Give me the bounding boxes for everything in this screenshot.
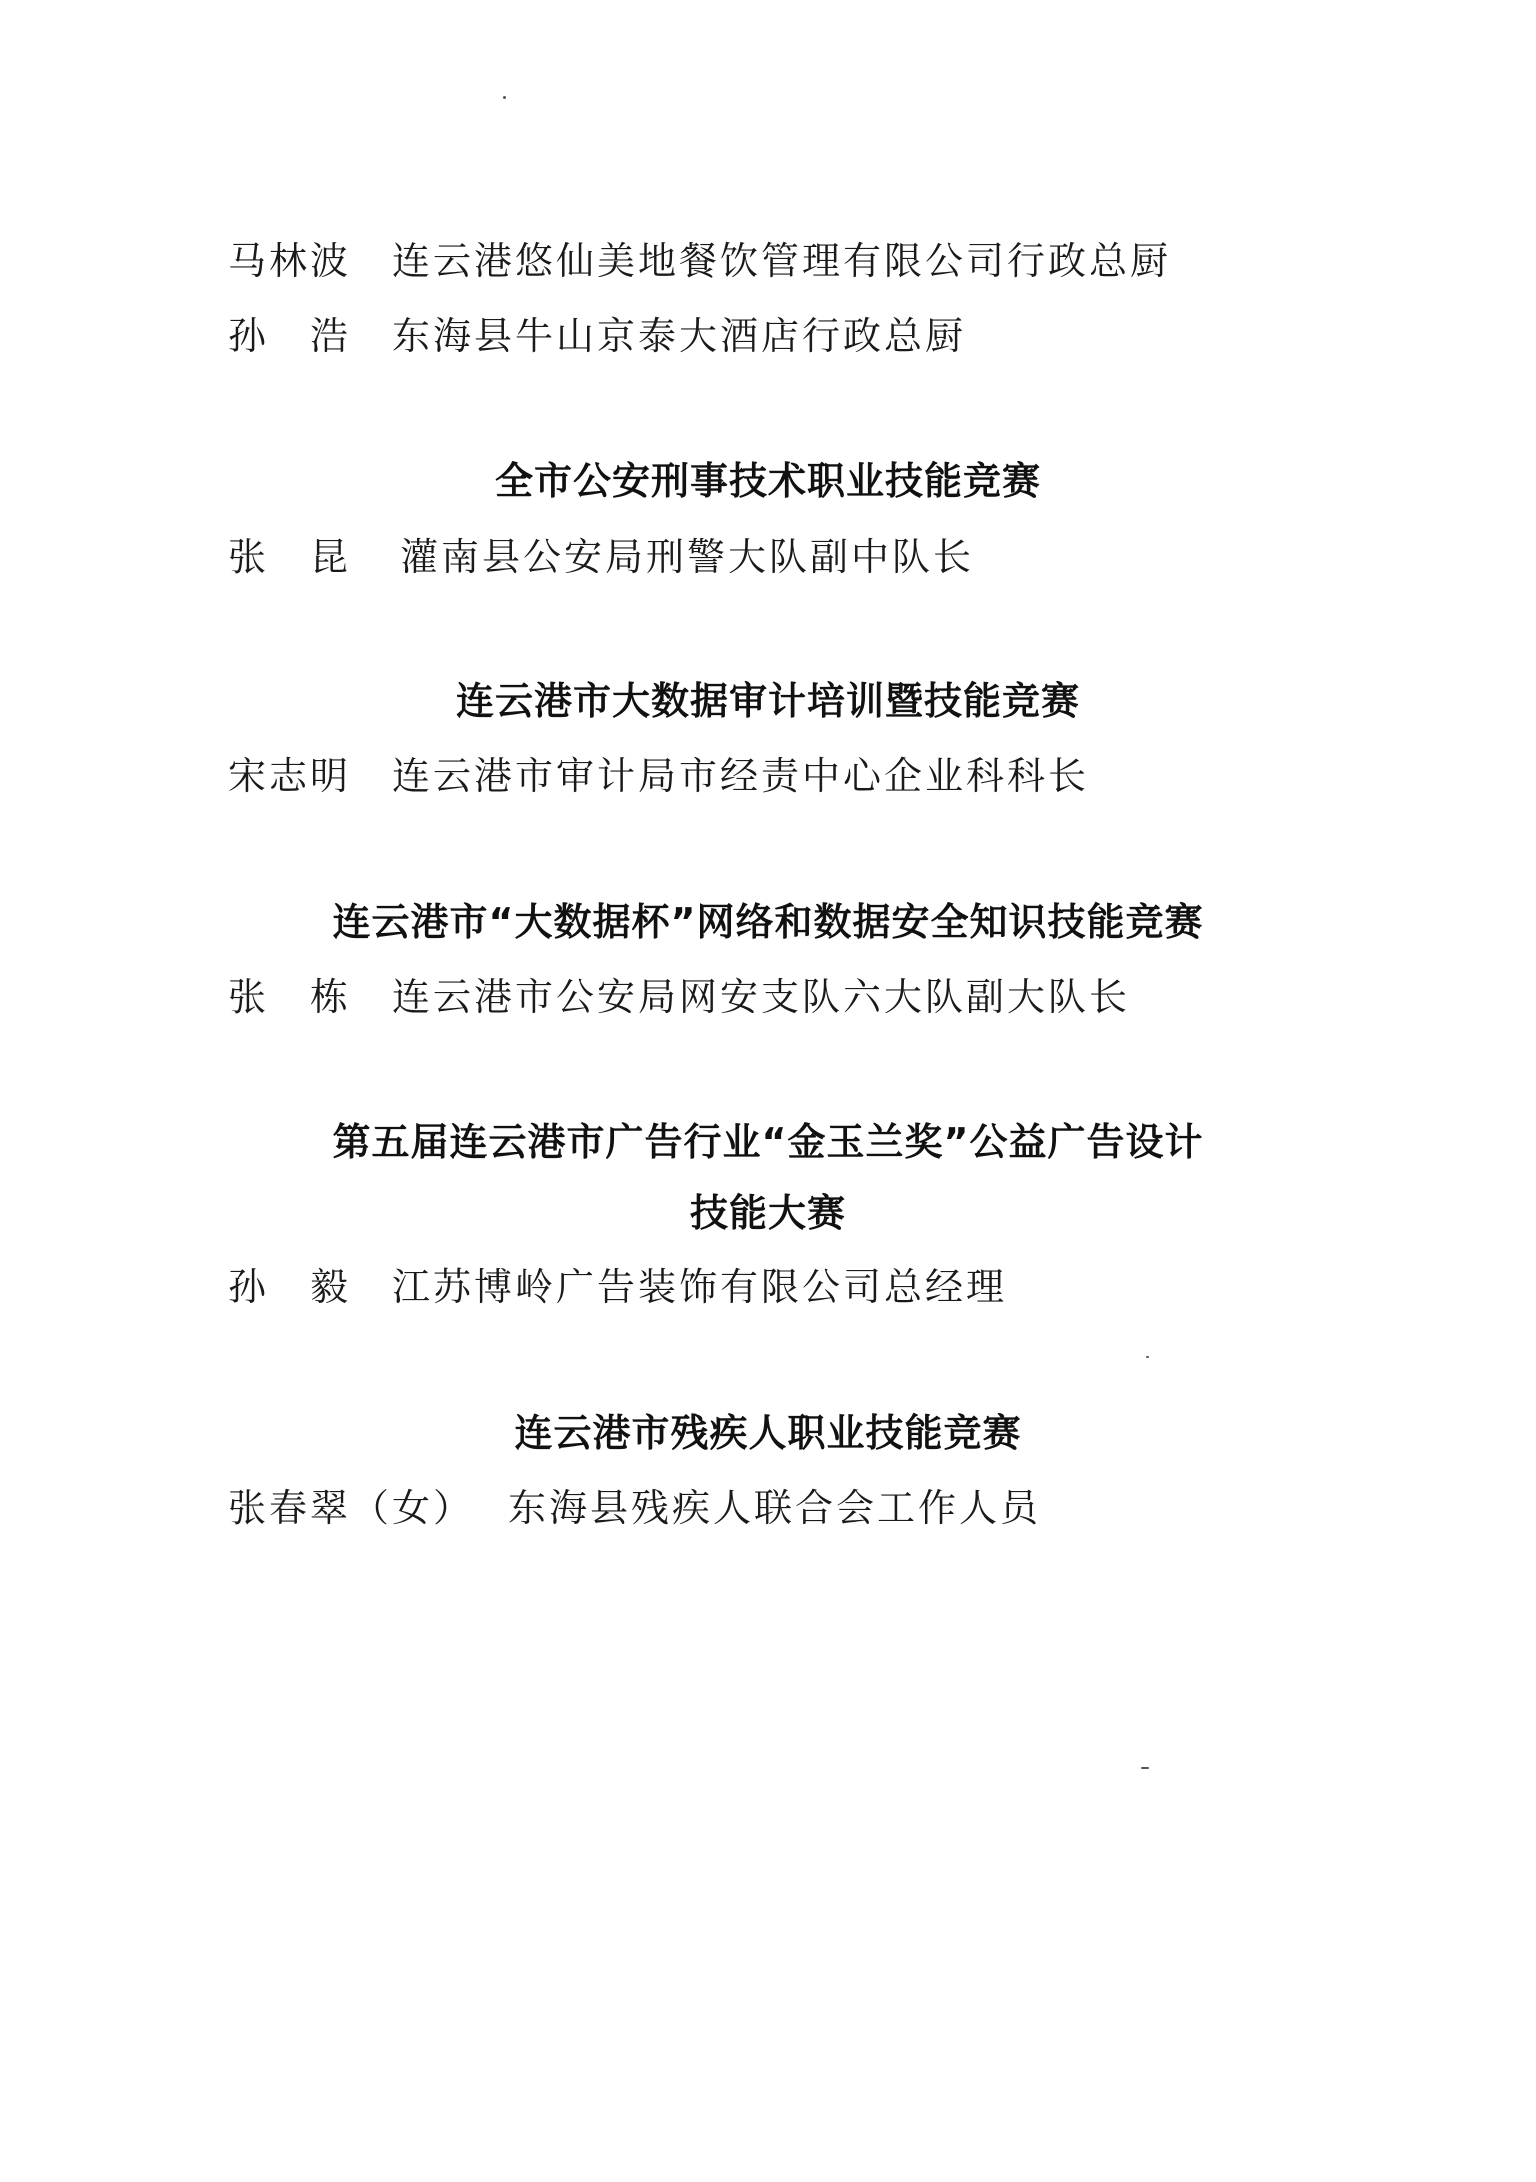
list-item	[228, 311, 966, 361]
section-title: 第五届连云港市广告行业“金玉兰奖”公益广告设计	[332, 1120, 1204, 1164]
scan-speck	[503, 96, 506, 99]
person-organization: 连云港悠仙美地餐饮管理有限公司行政总厨	[392, 239, 1172, 283]
section-title: 全市公安刑事技术职业技能竞赛	[494, 459, 1041, 503]
person-organization: 灌南县公安局刑警大队副中队长	[400, 535, 975, 579]
person-name: 孙 浩	[228, 314, 352, 358]
person-name: 张 栋	[228, 975, 352, 1019]
section-title: 连云港市残疾人职业技能竞赛	[514, 1411, 1022, 1455]
person-name: 宋志明	[228, 754, 352, 798]
list-item	[228, 972, 1130, 1022]
person-name: 孙 毅	[228, 1265, 352, 1309]
list-item	[228, 532, 974, 582]
person-organization: 东海县牛山京泰大酒店行政总厨	[392, 314, 967, 358]
scan-speck	[1146, 1356, 1149, 1358]
person-organization: 连云港市公安局网安支队六大队副大队长	[392, 975, 1131, 1019]
list-item	[228, 236, 1171, 286]
person-organization: 江苏博岭广告装饰有限公司总经理	[392, 1265, 1008, 1309]
list-item	[228, 1483, 1041, 1533]
list-item	[228, 1262, 1007, 1312]
scan-speck	[1141, 1767, 1149, 1769]
section-title-continued: 技能大赛	[689, 1191, 846, 1235]
person-name: 马林波	[228, 239, 352, 283]
person-name: 张春翠（女）	[228, 1486, 475, 1530]
list-item	[228, 751, 1089, 801]
section-title: 连云港市“大数据杯”网络和数据安全知识技能竞赛	[332, 900, 1204, 944]
person-organization: 东海县残疾人联合会工作人员	[508, 1486, 1042, 1530]
person-name: 张 昆	[228, 535, 352, 579]
person-organization: 连云港市审计局市经责中心企业科科长	[392, 754, 1090, 798]
section-title: 连云港市大数据审计培训暨技能竞赛	[455, 679, 1080, 723]
